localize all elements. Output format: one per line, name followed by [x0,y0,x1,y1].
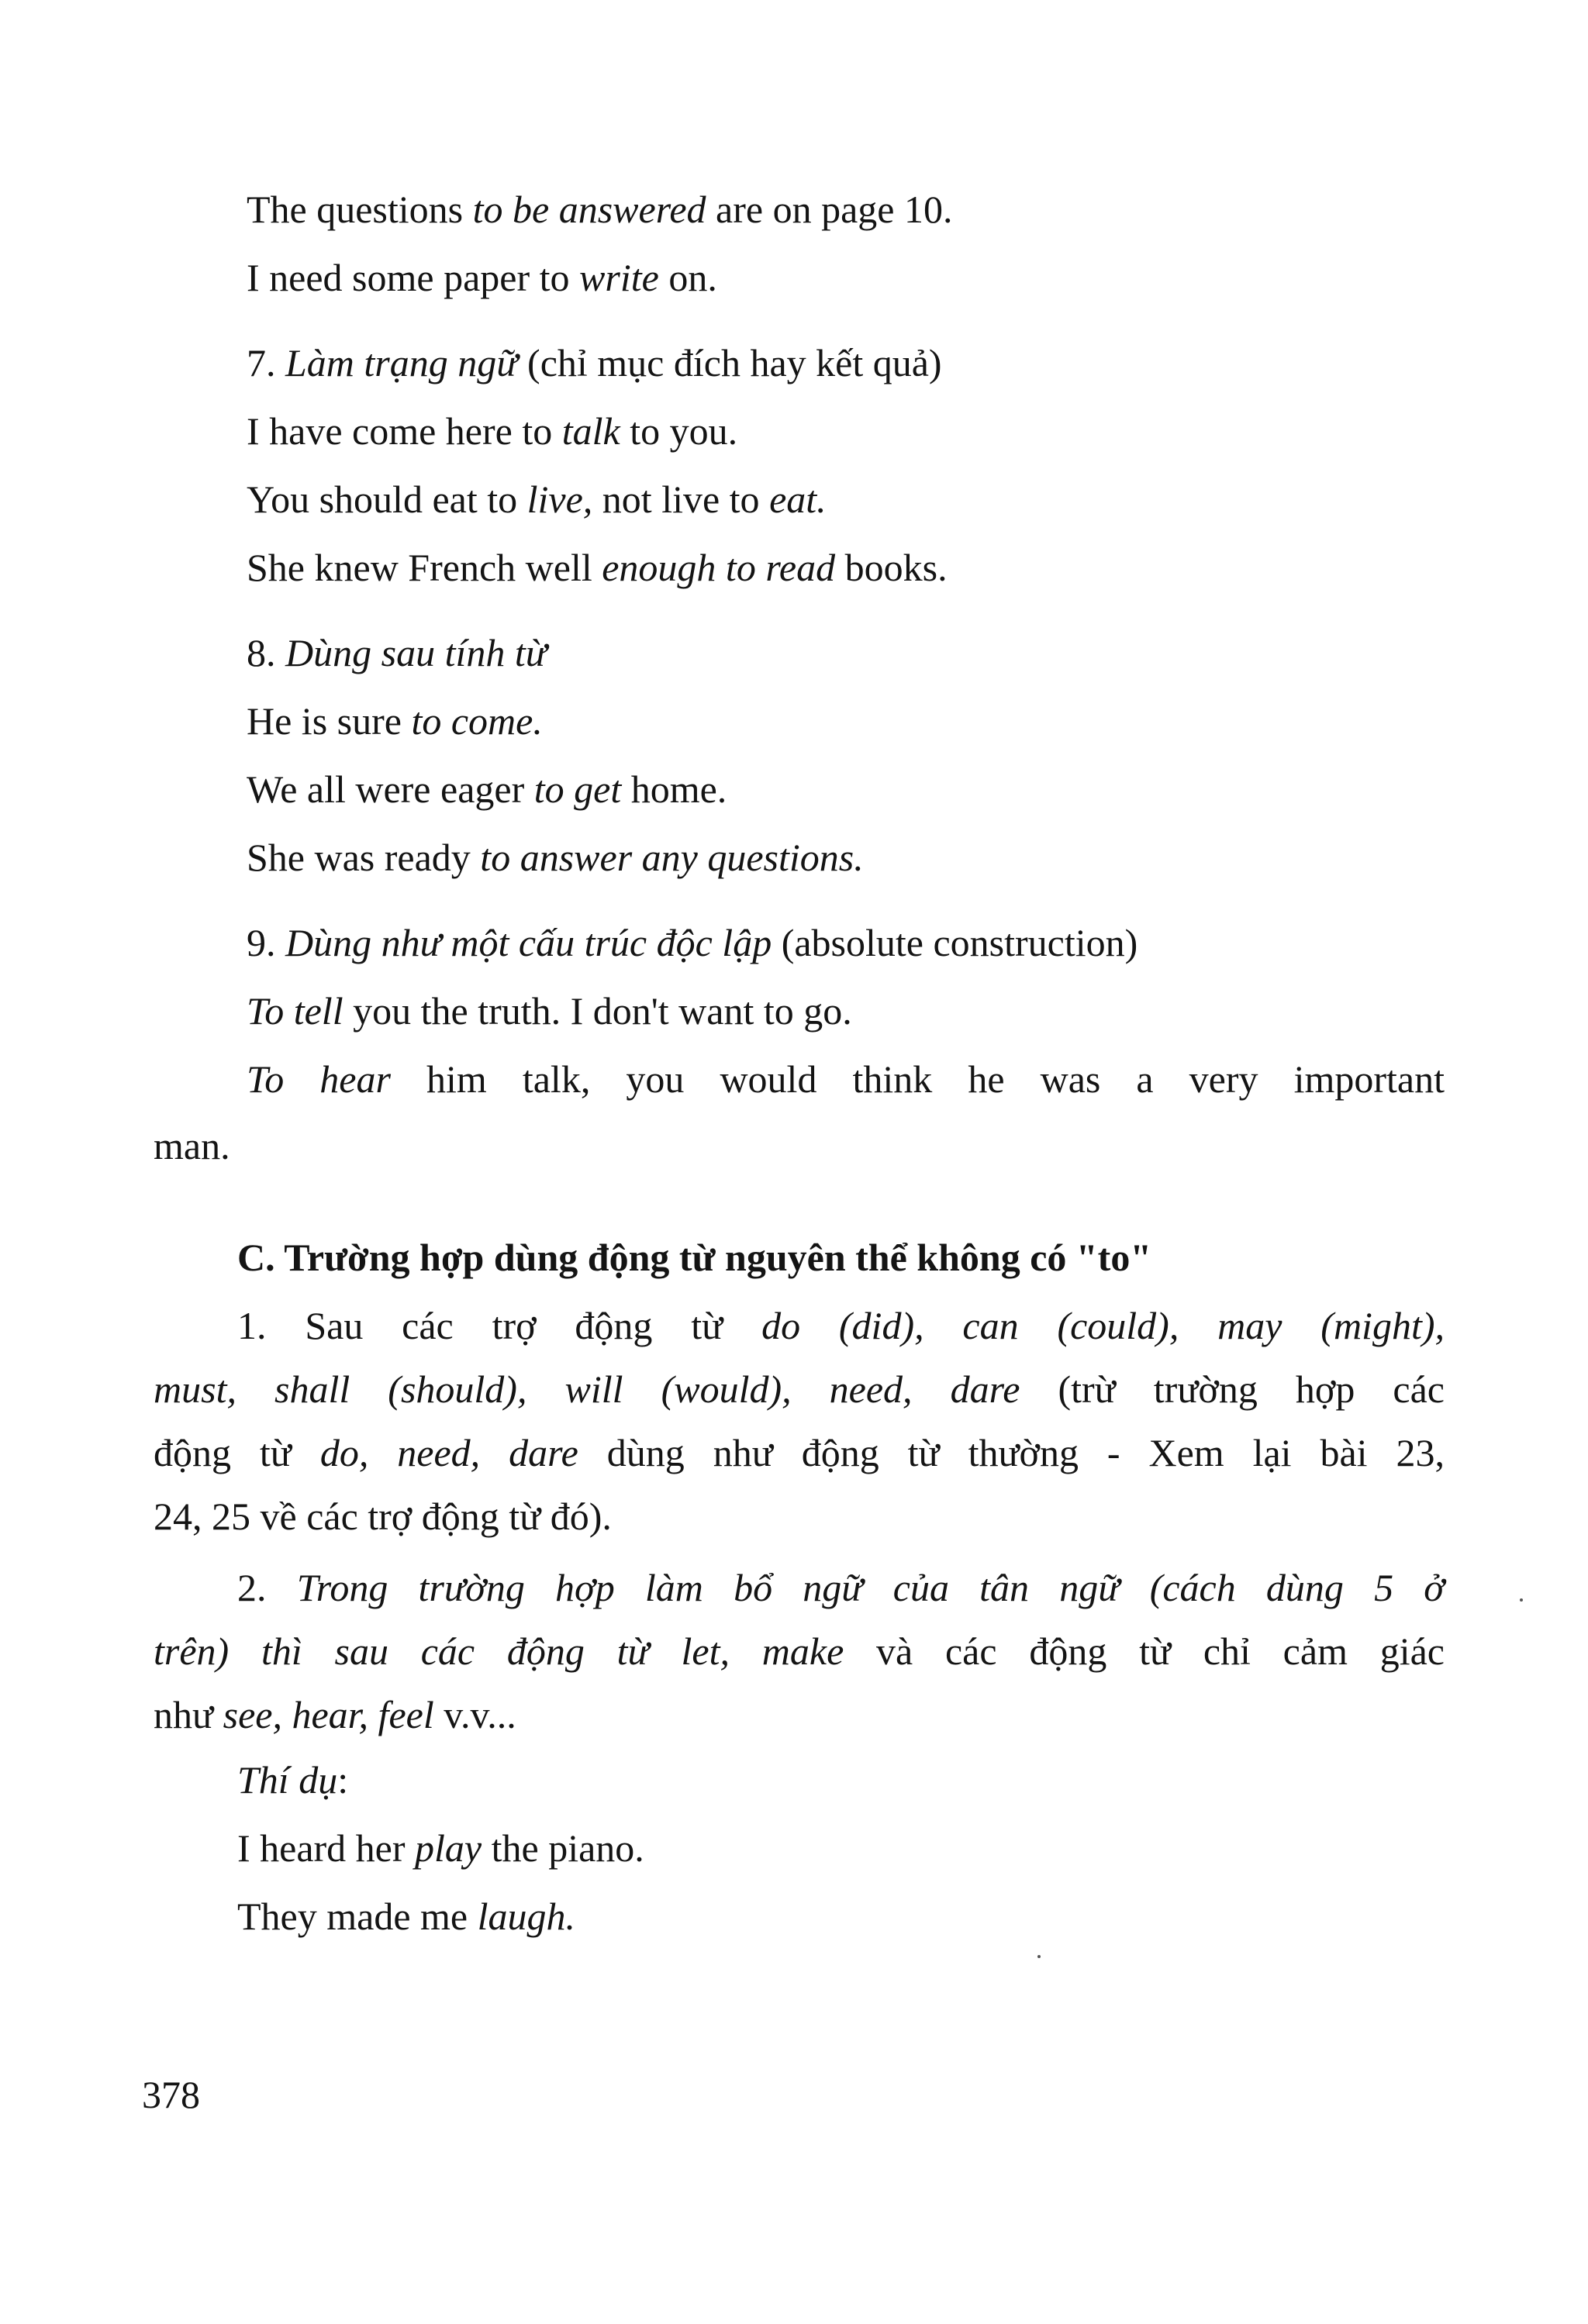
example-sentence [247,254,717,301]
italic-span: must, shall (should), will (would), need, dare [154,1367,1020,1411]
paragraph-line [154,1429,1445,1476]
text-span: to you. [620,409,738,453]
text-span: on. [658,256,717,299]
section-heading [237,1234,1151,1281]
example-sentence [237,1893,575,1940]
text-span: are on page 10. [706,188,953,231]
text-span: (absolute construction) [772,921,1138,964]
italic-span: talk [561,409,620,453]
text-span: dùng như động từ thường - Xem lại bài 23, [578,1431,1445,1474]
text-span: the piano. [482,1826,644,1870]
italic-span: laugh. [477,1895,576,1938]
italic-span: Thí dụ [237,1758,338,1802]
italic-span: do (did), can (could), may (might), [761,1304,1445,1347]
scan-speck [1037,1955,1041,1958]
example-sentence [247,186,952,233]
text-span: home. [621,767,727,811]
example-label [237,1757,348,1803]
example-sentence-continuation [154,1122,230,1169]
paragraph-line [237,1564,1445,1611]
example-sentence [247,408,737,454]
example-sentence [247,698,543,744]
italic-span: Dùng sau tính từ [285,631,547,674]
text-span: v.v... [433,1693,516,1736]
italic-span: To tell [247,989,343,1033]
text-span: (chỉ mục đích hay kết quả) [517,341,942,384]
italic-span: see, hear, feel [223,1693,434,1736]
text-span: động từ [154,1431,320,1474]
italic-span: write [579,256,659,299]
rule-number: 8. [247,631,285,674]
italic-span: live, [526,478,593,521]
example-sentence [247,834,864,881]
paragraph-line [154,1691,516,1738]
italic-span: to be answered [472,188,706,231]
heading-text: C. Trường hợp dùng động từ nguyên thể không có "to" [237,1236,1152,1279]
italic-span: Làm trạng ngữ [285,341,518,384]
text-span: 2. [237,1566,297,1609]
text-span: She knew French well [247,546,602,589]
text-span: I need some paper to [247,256,580,299]
example-sentence [237,1825,644,1871]
text-span: man. [154,1124,230,1167]
example-sentence [247,766,727,812]
text-span: him talk, you would think he was a very important [390,1057,1445,1101]
text-span: You should eat to [247,478,527,521]
italic-span: trên) thì sau các động từ let, make [154,1629,844,1673]
text-span: We all were eager [247,767,534,811]
text-span: : [337,1758,349,1802]
text-span: The questions [247,188,473,231]
rule-heading [247,340,942,386]
example-sentence [247,988,852,1034]
italic-span: do, need, dare [319,1431,578,1474]
text-span: She was ready [247,836,481,879]
example-sentence [247,1056,1445,1102]
rule-number: 7. [247,341,285,384]
paragraph-line [154,1493,612,1540]
text-span: books. [835,546,948,589]
italic-span: play [415,1826,482,1870]
italic-span: to get [533,767,622,811]
paragraph-line [237,1302,1445,1349]
text-span: you the truth. I don't want to go. [343,989,852,1033]
scan-speck [1520,1598,1523,1602]
italic-span: to come. [411,699,543,743]
italic-span: enough to read [602,546,836,589]
italic-span: to answer any questions. [480,836,864,879]
italic-span: Dùng như một cấu trúc độc lập [285,921,772,964]
example-sentence [247,544,948,591]
italic-span: eat. [769,478,827,521]
page-number: 378 [142,2073,200,2116]
italic-span: To hear [247,1057,391,1101]
example-sentence [247,476,827,522]
italic-span: Trong trường hợp làm bổ ngữ của tân ngữ (cách dùng 5 ở [296,1566,1445,1609]
paragraph-line [154,1366,1445,1412]
text-span: và các động từ chỉ cảm giác [844,1629,1445,1673]
paragraph-line [154,1628,1445,1674]
text-span: 24, 25 về các trợ động từ đó). [154,1495,612,1538]
text-span: 1. Sau các trợ động từ [237,1304,762,1347]
text-span: not live to [592,478,770,521]
rule-heading [247,629,547,676]
text-span: I heard her [237,1826,416,1870]
text-span: như [154,1693,223,1736]
text-span: (trừ trường hợp các [1020,1367,1445,1411]
rule-number: 9. [247,921,285,964]
text-span: He is sure [247,699,412,743]
text-span: I have come here to [247,409,562,453]
rule-heading [247,919,1137,966]
text-span: They made me [237,1895,478,1938]
